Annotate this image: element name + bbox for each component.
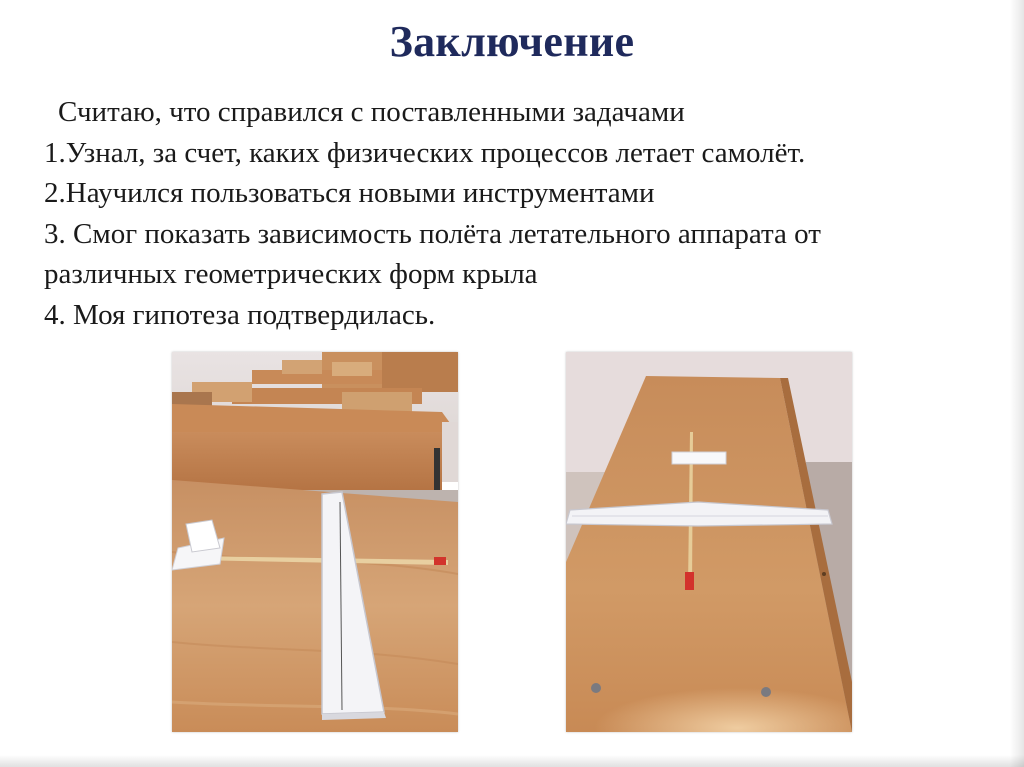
page-shadow-bottom bbox=[0, 755, 1024, 767]
point-3-continued: различных геометрических форм крыла bbox=[44, 258, 538, 290]
page-shadow-right bbox=[1010, 0, 1024, 767]
intro-text: Считаю, что справился с поставленными задачами bbox=[58, 96, 685, 128]
photo-glider-side-view bbox=[172, 352, 458, 732]
photo-glider-top-view bbox=[566, 352, 852, 732]
point-1: 1.Узнал, за счет, каких физических процессов летает самолёт. bbox=[44, 136, 806, 169]
point-3: 3. Смог показать зависимость полёта летательного аппарата от bbox=[44, 217, 821, 250]
slide-body bbox=[44, 92, 1004, 335]
point-2: 2.Научился пользоваться новыми инструментами bbox=[44, 177, 655, 209]
slide-title: Заключение bbox=[389, 17, 635, 66]
point-4: 4. Моя гипотеза подтвердилась. bbox=[44, 298, 436, 331]
